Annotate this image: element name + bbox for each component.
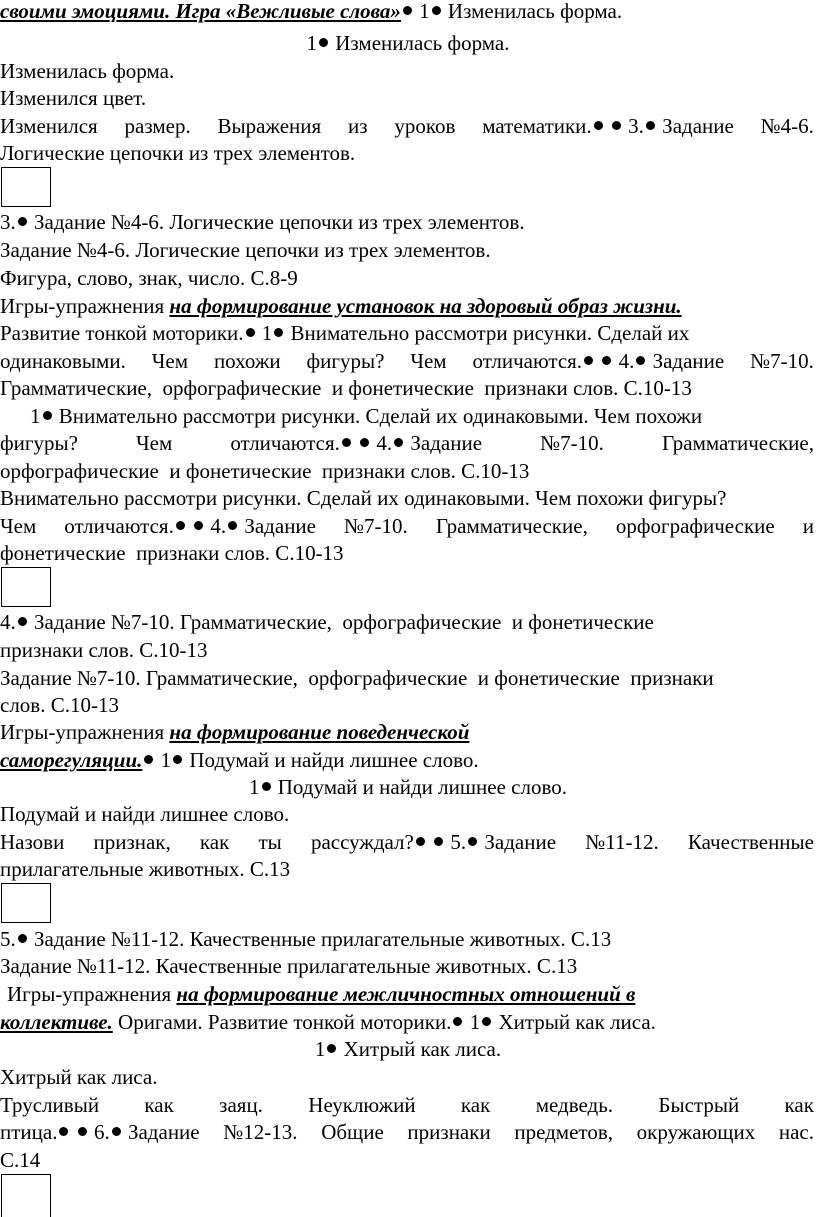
text-line <box>0 718 816 746</box>
text-line <box>0 57 816 85</box>
section-heading: на формирование межличностных отношений в <box>176 982 636 1006</box>
text-run: Изменилась форма. <box>0 59 175 83</box>
text-run: Фигура, слово, знак, число. С.8-9 <box>0 266 298 290</box>
text-line <box>30 402 816 430</box>
step-number: 1 <box>30 404 41 428</box>
text-run: Задание №11-12. Качественные прилагательные животных. С.13 <box>34 927 612 951</box>
text-run: Хитрый как лиса. <box>0 1065 158 1089</box>
bullet-icon <box>468 837 477 846</box>
bullet-icon <box>482 1017 491 1026</box>
step-number: 1 <box>261 321 273 345</box>
answer-box[interactable] <box>1 167 51 207</box>
text-line <box>0 1146 816 1174</box>
section-heading: саморегуляции. <box>0 748 143 772</box>
bullet-icon <box>403 6 412 15</box>
text-line <box>0 1063 816 1091</box>
text-line <box>0 925 816 953</box>
text-line <box>0 608 816 636</box>
text-line <box>0 800 816 828</box>
text-line <box>0 773 816 801</box>
bullet-icon <box>246 328 255 337</box>
text-run: признаки слов. С.10-13 <box>0 638 208 662</box>
bullet-icon <box>176 521 185 530</box>
step-number: 1 <box>249 775 260 799</box>
bullet-icon <box>319 38 328 47</box>
text-run: Грамматические, орфографические и фонетические признаки слов. С.10-13 <box>0 376 692 400</box>
text-run: Задание №7-10. Грамматические, орфографические и фонетические признаки <box>0 666 714 690</box>
step-number: 3. <box>0 210 16 234</box>
step-number: 5. <box>0 927 16 951</box>
bullet-icon <box>112 1127 121 1136</box>
text-line: Чем отличаются. 4. Задание №7-10. Грамматические, орфографические и <box>0 514 814 538</box>
text-run: Изменился цвет. <box>0 86 147 110</box>
text-line: птица. 6. Задание №12-13. Общие признаки предметов, окружающих нас. <box>0 1120 814 1144</box>
bullet-icon <box>43 411 52 420</box>
text-line <box>0 139 816 167</box>
bullet-icon <box>173 755 182 764</box>
step-number: 4. <box>0 610 16 634</box>
bullet-icon <box>602 356 611 365</box>
text-run: Изменилась форма. <box>335 31 510 55</box>
text-line <box>0 636 816 664</box>
bullet-icon <box>342 438 351 447</box>
text-line <box>0 319 816 347</box>
text-run: Хитрый как лиса. <box>343 1037 502 1061</box>
text-run: Задание №11-12. Качественные прилагательные животных. С.13 <box>0 954 578 978</box>
text-line: Назови признак, как ты рассуждал? 5. Задание №11-12. Качественные <box>0 830 814 854</box>
text-run: Игры-упражнения <box>0 720 165 744</box>
text-line <box>0 1008 816 1036</box>
text-line: Изменился размер. Выражения из уроков математики. 3. Задание №4-6. <box>0 114 814 138</box>
text-line <box>7 980 816 1008</box>
bullet-icon <box>453 1017 462 1026</box>
text-line <box>0 208 816 236</box>
bullet-icon <box>18 217 27 226</box>
text-line <box>0 484 816 512</box>
text-run: Подумай и найди лишнее слово. <box>0 802 290 826</box>
text-run: Игры-упражнения <box>7 982 172 1006</box>
text-run: слов. С.10-13 <box>0 693 119 717</box>
bullet-icon <box>360 438 369 447</box>
section-heading: на формирование установок на здоровый образ жизни. <box>169 294 682 318</box>
text-run: Подумай и найди лишнее слово. <box>277 775 567 799</box>
step-number: 1 <box>419 0 430 23</box>
text-line <box>0 1035 816 1063</box>
bullet-icon <box>434 837 443 846</box>
text-line: Трусливый как заяц. Неуклюжий как медведь. Быстрый как <box>0 1093 814 1117</box>
bullet-icon <box>78 1127 87 1136</box>
game-title: своими эмоциями. Игра «Вежливые слова» <box>0 0 401 23</box>
bullet-icon <box>18 934 27 943</box>
text-line <box>0 292 816 320</box>
text-run: Внимательно рассмотри рисунки. Сделай их <box>290 321 690 345</box>
section-heading: на формирование поведенческой <box>169 720 470 744</box>
text-line <box>0 664 816 692</box>
bullet-icon <box>59 1127 68 1136</box>
bullet-icon <box>594 121 603 130</box>
step-number: 1 <box>306 31 318 55</box>
bullet-icon <box>416 837 425 846</box>
bullet-icon <box>646 121 655 130</box>
answer-box[interactable] <box>1 567 51 607</box>
bullet-icon <box>144 755 153 764</box>
text-run: С.14 <box>0 1148 41 1172</box>
text-run: фонетические признаки слов. С.10-13 <box>0 541 344 565</box>
text-line <box>0 457 816 485</box>
step-number: 1 <box>160 748 172 772</box>
text-line <box>0 952 816 980</box>
bullet-icon <box>636 356 645 365</box>
step-number: 1 <box>314 1037 326 1061</box>
text-run: Логические цепочки из трех элементов. <box>0 141 356 165</box>
text-run: Задание №7-10. Грамматические, орфографические и фонетические <box>34 610 654 634</box>
text-run: Развитие тонкой моторики. <box>0 321 244 345</box>
text-line <box>0 746 816 774</box>
text-run: Игры-упражнения <box>0 294 165 318</box>
bullet-icon <box>18 617 27 626</box>
text-run: Внимательно рассмотри рисунки. Сделай их одинаковыми. Чем похожи <box>58 404 703 428</box>
text-line <box>0 236 816 264</box>
answer-box[interactable] <box>1 1174 51 1217</box>
text-line <box>0 374 816 402</box>
text-run: прилагательные животных. С.13 <box>0 857 291 881</box>
section-heading: коллективе. <box>0 1010 113 1034</box>
bullet-icon <box>262 782 271 791</box>
bullet-icon <box>432 6 441 15</box>
text-line <box>0 0 816 25</box>
text-run: Задание №4-6. Логические цепочки из трех элементов. <box>0 238 491 262</box>
text-line <box>0 539 816 567</box>
text-run: Подумай и найди лишнее слово. <box>189 748 479 772</box>
answer-box[interactable] <box>1 883 51 923</box>
text-line <box>0 84 816 112</box>
text-line <box>0 855 816 883</box>
text-run: Оригами. Развитие тонкой моторики. <box>118 1010 452 1034</box>
text-run: Задание №4-6. Логические цепочки из трех элементов. <box>34 210 525 234</box>
bullet-icon <box>194 521 203 530</box>
text-run: Хитрый как лиса. <box>498 1010 656 1034</box>
text-line <box>0 264 816 292</box>
bullet-icon <box>228 521 237 530</box>
bullet-icon <box>584 356 593 365</box>
text-run: Внимательно рассмотри рисунки. Сделай их одинаковыми. Чем похожи фигуры? <box>0 486 727 510</box>
bullet-icon <box>274 328 283 337</box>
bullet-icon <box>612 121 621 130</box>
text-line <box>0 691 816 719</box>
step-number: 1 <box>469 1010 481 1034</box>
text-run: орфографические и фонетические признаки слов. С.10-13 <box>0 459 530 483</box>
bullet-icon <box>394 438 403 447</box>
text-line: фигуры? Чем отличаются. 4. Задание №7-10. Грамматические, <box>0 431 814 455</box>
text-line <box>0 29 816 57</box>
text-run: Изменилась форма. <box>447 0 623 23</box>
bullet-icon <box>327 1044 336 1053</box>
text-line: одинаковыми. Чем похожи фигуры? Чем отличаются. 4. Задание №7-10. <box>0 349 814 373</box>
